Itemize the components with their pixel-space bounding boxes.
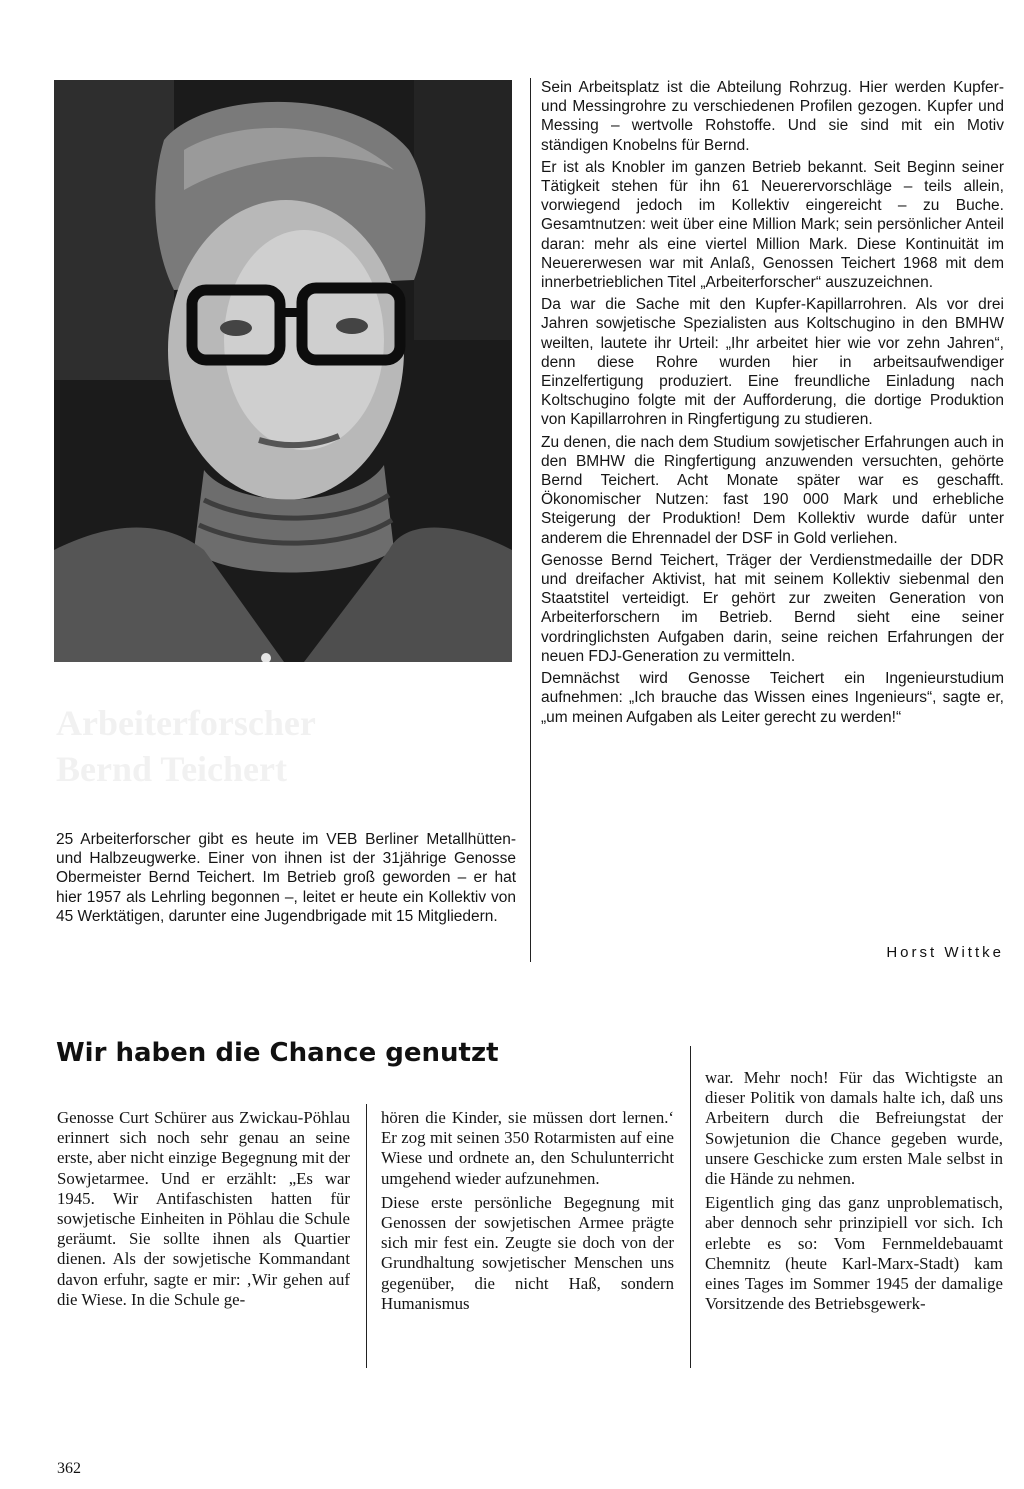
portrait-illustration <box>54 80 512 662</box>
body-paragraph: Zu denen, die nach dem Studium sowjetischer Erfahrungen auch in den BMHW die Ringfertigung anzuwenden versuchten, gehörte Bernd Teichert. Acht Monate später war es geschafft. Ökonomischer Nutzen: fast 190 000 Mark und erhebliche Steigerung der Produktion! Dem Kollektiv wurde dafür unter anderem die Ehrennadel der DSF in Gold verliehen. <box>541 433 1004 547</box>
body-paragraph: war. Mehr noch! Für das Wichtigste an dieser Politik von damals halte ich, daß uns Arbeitern durch die Befreiungstat der Sowjetunion die Chance gegeben wurde, unsere Geschicke zum ersten Male selbst in die Hände zu nehmen. <box>705 1068 1003 1189</box>
article-right-column <box>541 78 1004 730</box>
column-divider <box>690 1046 691 1368</box>
faded-mark <box>56 988 186 1006</box>
column-divider <box>530 78 531 962</box>
body-paragraph: Genosse Bernd Teichert, Träger der Verdienstmedaille der DDR und dreifacher Aktivist, hat mit seinem Kollektiv siebenmal den Staatstitel verteidigt. Er gehört zur zweiten Generation von Arbeiterforschern im Betrieb. Bernd sieht eine seiner vordringlichsten Aufgaben darin, seine reichen Erfahrungen der neuen FDJ-Generation zu vermitteln. <box>541 551 1004 665</box>
page-number: 362 <box>57 1460 81 1477</box>
faded-article-title <box>56 700 496 792</box>
portrait-photo <box>54 80 512 662</box>
body-paragraph: Er ist als Knobler im ganzen Betrieb bekannt. Seit Beginn seiner Tätigkeit stehen für ihn 61 Neuerervorschläge – teils allein, vorwiegend jedoch im Kollektiv eingereicht – zu Buche. Gesamtnutzen: weit über eine Million Mark; sein persönlicher Anteil daran: mehr als eine viertel Million Mark. Diese Kontinuität im Neuererwesen war mit Anlaß, Genossen Teichert 1968 mit dem innerbetrieblichen Titel „Arbeiterforscher“ auszuzeichnen. <box>541 158 1004 292</box>
intro-paragraph: 25 Arbeiterforscher gibt es heute im VEB Berliner Metallhütten- und Halbzeugwerke. Einer von ihnen ist der 31jährige Genosse Obermeister Bernd Teichert. Im Betrieb groß geworden – er hat hier 1957 als Lehrling begonnen –, leitet er heute ein Kollektiv von 45 Werktätigen, darunter eine Jugendbrigade mit 15 Mitgliedern. <box>56 831 516 925</box>
body-paragraph: Da war die Sache mit den Kupfer-Kapillarrohren. Als vor drei Jahren sowjetische Spezialisten aus Koltschugino in den BMHW weilten, lautete ihr Urteil: „Ihr arbeitet hier wie vor zehn Jahren“, denn diese Rohre wurden hier in arbeitsaufwendiger Einzelfertigung produziert. Eine freundliche Einladung nach Koltschugino folgte mit der Aufforderung, die dortige Produktion von Kapillarrohren in Ringfertigung zu studieren. <box>541 296 1004 429</box>
article-column-2 <box>381 1108 674 1318</box>
body-paragraph: Demnächst wird Genosse Teichert ein Ingenieurstudium aufnehmen: „Ich brauche das Wissen eines Ingenieurs“, sagte er, „um meinen Aufgaben als Leiter gerecht zu werden!“ <box>541 670 1004 726</box>
faded-title-line: Bernd Teichert <box>56 749 287 789</box>
author-signature: Horst Wittke <box>886 944 1004 961</box>
article-column-3 <box>705 1068 1003 1318</box>
article-column-1 <box>57 1108 350 1314</box>
article-headline: Wir haben die Chance genutzt <box>56 1038 499 1068</box>
body-paragraph: Diese erste persönliche Begegnung mit Genossen der sowjetischen Armee prägte sich mir fest ein. Zeugte sie doch von der Grundhaltung sowjetischer Menschen uns gegenüber, die nicht Haß, sondern Humanismus <box>381 1192 674 1313</box>
body-paragraph: hören die Kinder, sie müssen dort lernen.‘ Er zog mit seinen 350 Rotarmisten auf eine Wiese und ordnete an, den Schulunterricht umgehend wieder aufzunehmen. <box>381 1108 674 1188</box>
column-divider <box>366 1104 367 1368</box>
body-paragraph: Eigentlich ging das ganz unproblematisch, aber dennoch sehr prinzipiell vor sich. Ich erlebte es so: Vom Fernmeldebauamt Chemnitz (heute Karl-Marx-Stadt) kam eines Tages im Sommer 1945 der damalige Vorsitzende des Betriebsgewerk- <box>705 1193 1003 1314</box>
faded-title-line: Arbeiterforscher <box>56 703 316 743</box>
body-paragraph: Sein Arbeitsplatz ist die Abteilung Rohrzug. Hier werden Kupfer- und Messingrohre zu verschiedenen Profilen gezogen. Kupfer und Messing – wertvolle Rohstoffe. Und sie sind mit ein Motiv ständigen Knobelns für Bernd. <box>541 79 1004 154</box>
article-intro <box>56 830 516 929</box>
body-paragraph: Genosse Curt Schürer aus Zwickau-Pöhlau erinnert sich noch sehr genau an seine erste, aber nicht einzige Begegnung mit der Sowjetarmee. Und er erzählt: „Es war 1945. Wir Antifaschisten hatten für sowjetische Einheiten in Pöhlau die Schule geräumt. Sie sollte ihnen als Quartier dienen. Als der sowjetische Kommandant davon erfuhr, sagte er mir: ‚Wir gehen auf die Wiese. In die Schule ge- <box>57 1108 350 1309</box>
